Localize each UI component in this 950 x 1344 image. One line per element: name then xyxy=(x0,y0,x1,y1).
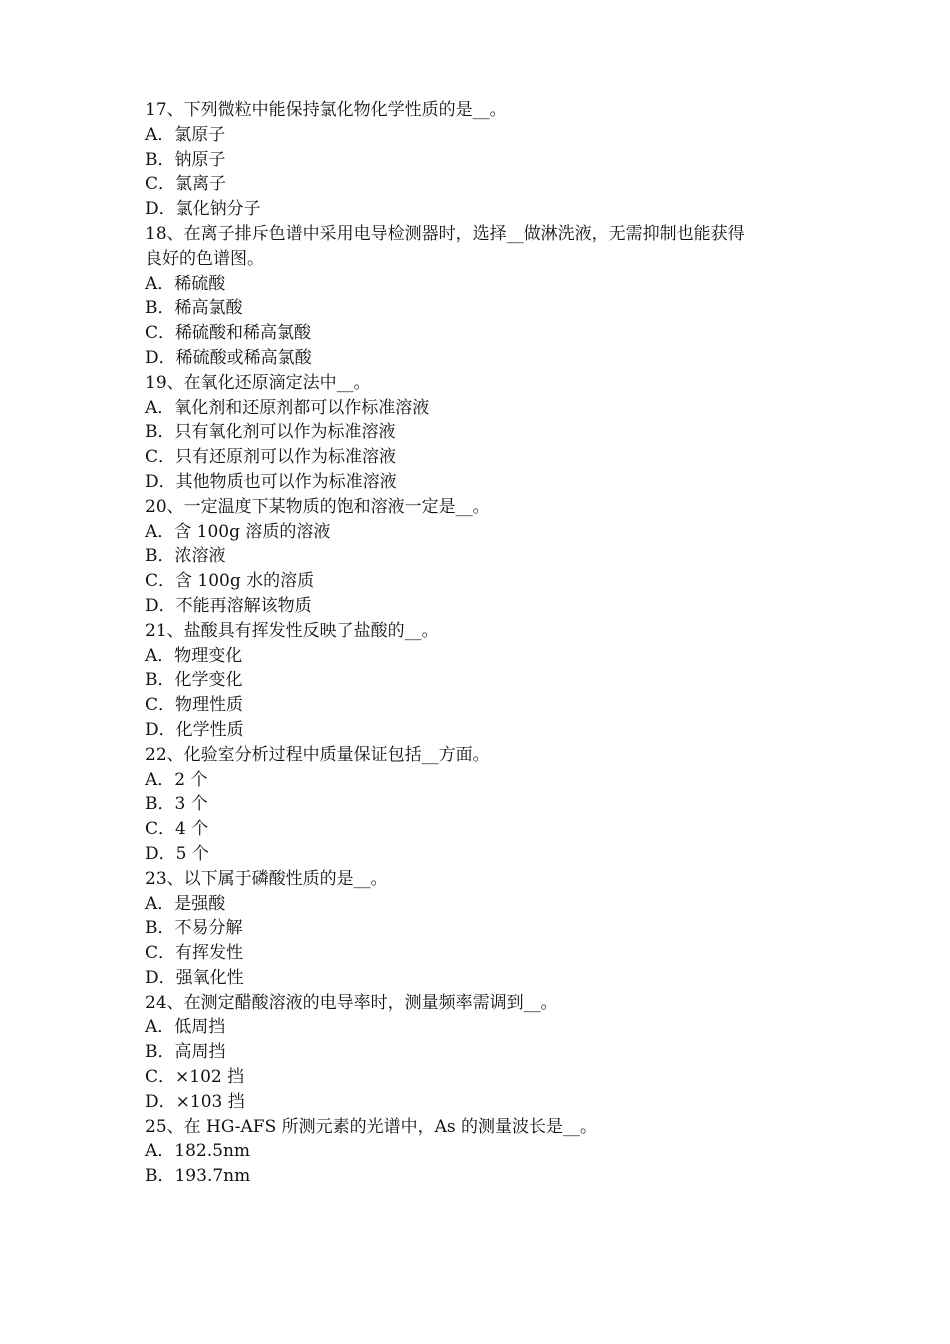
option-d: D．×103 挡 xyxy=(145,1091,245,1112)
question-18 xyxy=(145,222,825,371)
document-page xyxy=(145,98,825,1189)
question-stem: 21、盐酸具有挥发性反映了盐酸的__。 xyxy=(145,620,439,641)
question-stem: 23、以下属于磷酸性质的是__。 xyxy=(145,868,388,889)
option-c: C．4 个 xyxy=(145,819,209,840)
question-stem: 22、化验室分析过程中质量保证包括__方面。 xyxy=(145,744,490,765)
question-21 xyxy=(145,619,825,743)
question-20 xyxy=(145,495,825,619)
question-stem: 18、在离子排斥色谱中采用电导检测器时，选择__做淋洗液，无需抑制也能获得 xyxy=(145,223,745,244)
option-a: A．氯原子 xyxy=(145,124,226,145)
option-c: C．含 100g 水的溶质 xyxy=(145,571,315,592)
question-stem: 20、一定温度下某物质的饱和溶液一定是__。 xyxy=(145,496,490,517)
option-b: B．高周挡 xyxy=(145,1042,226,1063)
option-a: A．2 个 xyxy=(145,769,208,790)
option-d: D．稀硫酸或稀高氯酸 xyxy=(145,347,312,368)
question-17 xyxy=(145,98,825,222)
option-c: C．稀硫酸和稀高氯酸 xyxy=(145,323,312,344)
option-c: C．氯离子 xyxy=(145,174,227,195)
option-d: D．不能再溶解该物质 xyxy=(145,595,312,616)
option-a: A．物理变化 xyxy=(145,645,243,666)
question-24 xyxy=(145,991,825,1115)
option-c: C．×102 挡 xyxy=(145,1067,245,1088)
option-a: A．低周挡 xyxy=(145,1017,226,1038)
question-19 xyxy=(145,371,825,495)
option-b: B．不易分解 xyxy=(145,918,243,939)
option-d: D．5 个 xyxy=(145,843,209,864)
option-b: B．稀高氯酸 xyxy=(145,298,243,319)
question-stem: 19、在氧化还原滴定法中__。 xyxy=(145,372,371,393)
question-25 xyxy=(145,1115,825,1189)
option-a: A．是强酸 xyxy=(145,893,226,914)
option-c: C．有挥发性 xyxy=(145,943,244,964)
option-c: C．物理性质 xyxy=(145,695,244,716)
option-a: A．含 100g 溶质的溶液 xyxy=(145,521,331,542)
question-stem-continued: 良好的色谱图。 xyxy=(145,248,264,269)
option-b: B．浓溶液 xyxy=(145,546,226,567)
option-d: D．其他物质也可以作为标准溶液 xyxy=(145,471,397,492)
question-stem: 17、下列微粒中能保持氯化物化学性质的是__。 xyxy=(145,100,507,120)
question-22 xyxy=(145,743,825,867)
option-b: B．化学变化 xyxy=(145,670,243,691)
question-stem: 24、在测定醋酸溶液的电导率时，测量频率需调到__。 xyxy=(145,992,558,1013)
option-a: A．稀硫酸 xyxy=(145,273,226,294)
option-b: B．193.7nm xyxy=(145,1166,251,1187)
option-d: D．化学性质 xyxy=(145,719,244,740)
option-a: A．182.5nm xyxy=(145,1141,251,1162)
question-stem: 25、在 HG-AFS 所测元素的光谱中，As 的测量波长是__。 xyxy=(145,1116,598,1137)
option-b: B．只有氧化剂可以作为标准溶液 xyxy=(145,422,396,443)
option-a: A．氧化剂和还原剂都可以作标准溶液 xyxy=(145,397,430,418)
option-d: D．强氧化性 xyxy=(145,967,244,988)
option-b: B．钠原子 xyxy=(145,149,226,170)
option-c: C．只有还原剂可以作为标准溶液 xyxy=(145,447,397,468)
question-23 xyxy=(145,867,825,991)
option-d: D．氯化钠分子 xyxy=(145,199,261,220)
option-b: B．3 个 xyxy=(145,794,208,815)
